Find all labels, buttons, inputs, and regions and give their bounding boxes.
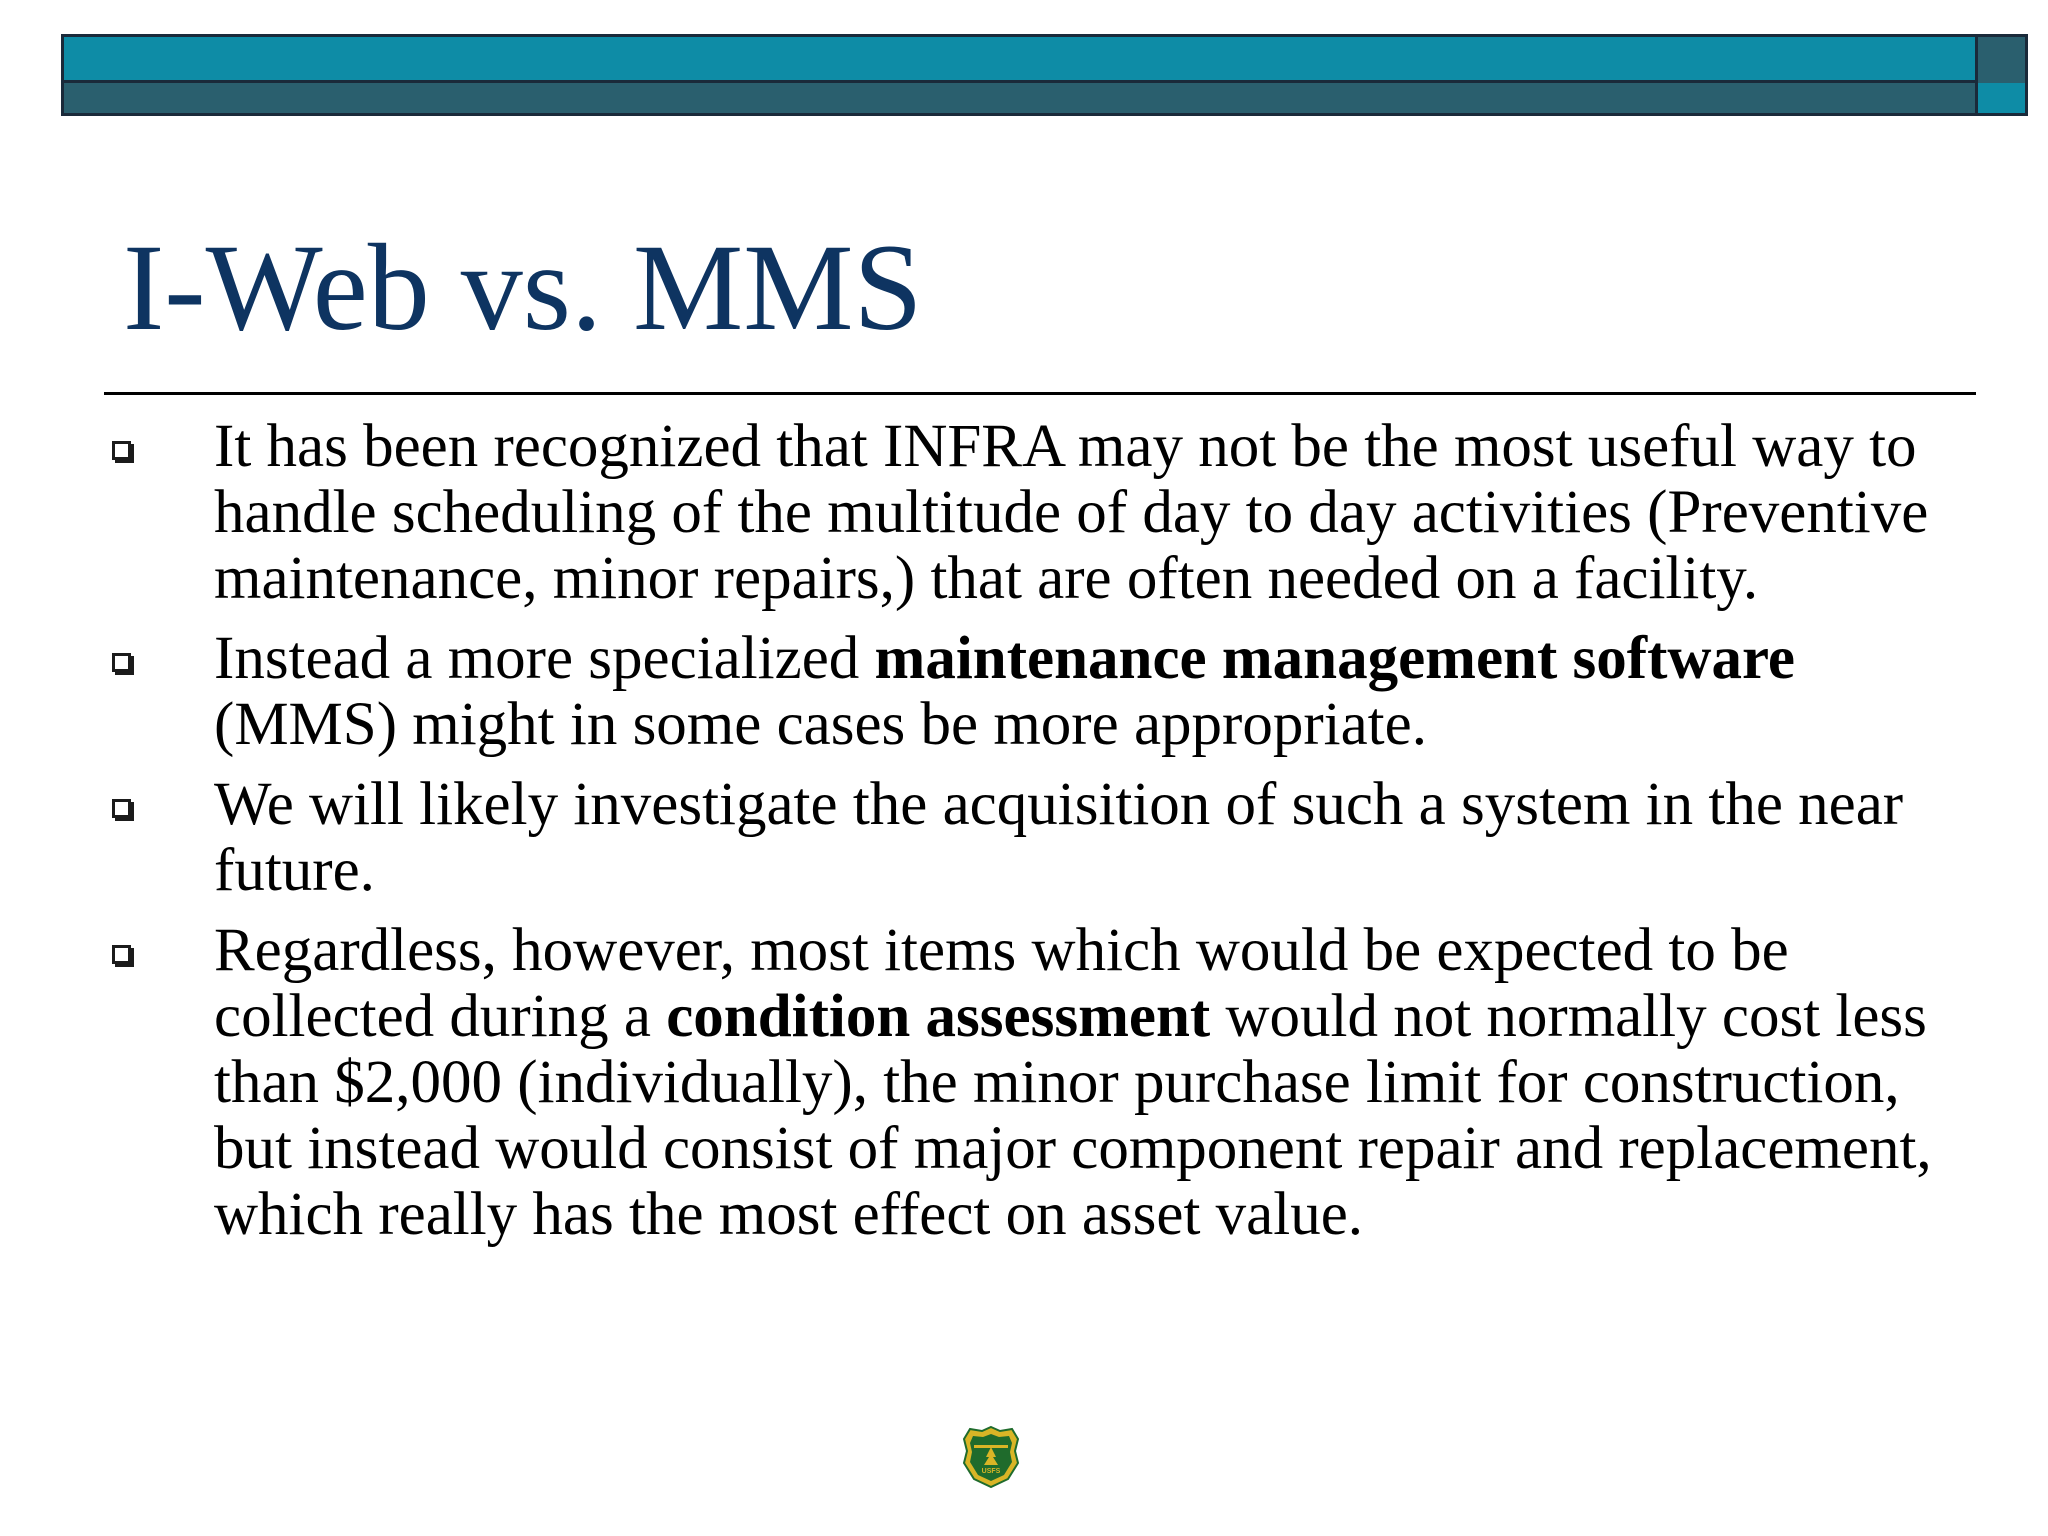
square-bullet-icon <box>112 945 131 964</box>
header-decorative-bar <box>61 34 2028 116</box>
bullet-item <box>108 626 1988 758</box>
square-bullet-icon <box>112 653 131 672</box>
bullet-item <box>108 918 1988 1248</box>
bullet-text <box>214 917 1932 1248</box>
bullet-text-emphasis: maintenance management software <box>874 625 1795 692</box>
bullet-text-segment: We will likely investigate the acquisition of such a system in the near future. <box>214 771 1904 904</box>
bullet-text-emphasis: condition assessment <box>666 983 1211 1050</box>
bullet-text-segment: would not normally cost less than $2,000 (individually), the minor purchase limit for construction, but instead would consist of major component repair and replacement, which really has the most effect on asset value. <box>214 983 1932 1248</box>
forest-service-shield-icon <box>960 1425 1022 1489</box>
bullet-text-segment: It has been recognized that INFRA may not be the most useful way to handle scheduling of the multitude of day to day activities (Preventive maintenance, minor repairs,) that are often needed on a facility. <box>214 413 1929 612</box>
bullet-text <box>214 771 1903 904</box>
bullet-item <box>108 414 1988 612</box>
bullet-text-segment: Regardless, however, most items which would be expected to be collected during a <box>214 917 1789 1050</box>
header-bar-lower-band <box>64 80 2025 113</box>
bullet-list <box>108 414 1988 1262</box>
bullet-text-segment: Instead a more specialized <box>214 625 875 692</box>
bullet-text <box>214 625 1795 758</box>
header-bar-corner-top <box>1975 37 2025 86</box>
header-bar-corner-bottom <box>1975 83 2025 113</box>
slide-title: I-Web vs. MMS <box>123 219 923 356</box>
logo-text: USFS <box>981 1468 1001 1475</box>
bullet-text <box>214 413 1928 612</box>
bullet-item <box>108 772 1988 904</box>
square-bullet-icon <box>112 799 131 818</box>
title-divider <box>104 392 1976 395</box>
square-bullet-icon <box>112 441 131 460</box>
bullet-text-segment: (MMS) might in some cases be more appropriate. <box>214 691 1427 758</box>
